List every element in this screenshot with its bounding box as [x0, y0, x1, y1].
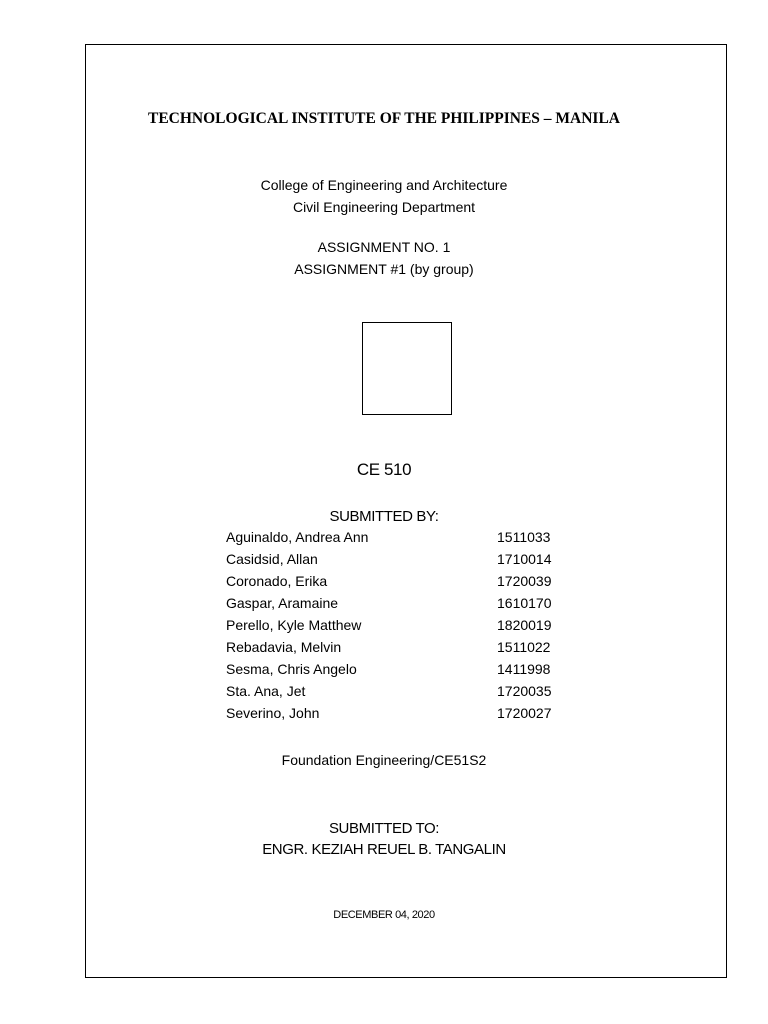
member-name: Coronado, Erika	[226, 573, 328, 589]
member-name: Rebadavia, Melvin	[226, 639, 342, 655]
member-row	[226, 528, 586, 550]
member-row	[226, 616, 586, 638]
logo-placeholder	[362, 322, 452, 415]
member-name: Sta. Ana, Jet	[226, 683, 306, 699]
member-row	[226, 638, 586, 660]
instructor-name: ENGR. KEZIAH REUEL B. TANGALIN	[262, 841, 506, 858]
college-name: College of Engineering and Architecture	[260, 177, 508, 193]
submission-date: DECEMBER 04, 2020	[333, 909, 435, 921]
member-name: Aguinaldo, Andrea Ann	[226, 529, 369, 545]
member-name: Gaspar, Aramaine	[226, 595, 339, 611]
member-row	[226, 550, 586, 572]
member-id: 1720035	[497, 683, 552, 699]
member-name: Severino, John	[226, 705, 320, 721]
institution-title: TECHNOLOGICAL INSTITUTE OF THE PHILIPPINES – MANILA	[148, 110, 620, 127]
member-id: 1710014	[497, 551, 552, 567]
member-row	[226, 594, 586, 616]
submitted-to-label: SUBMITTED TO:	[328, 820, 440, 837]
member-row	[226, 704, 586, 726]
department-name: Civil Engineering Department	[292, 199, 476, 215]
assignment-number: ASSIGNMENT NO. 1	[317, 239, 451, 255]
member-id: 1720039	[497, 573, 552, 589]
member-id: 1511033	[497, 529, 551, 545]
member-name: Sesma, Chris Angelo	[226, 661, 357, 677]
member-row	[226, 682, 586, 704]
member-row	[226, 572, 586, 594]
member-id: 1511022	[497, 639, 551, 655]
course-code: CE 510	[356, 460, 412, 479]
member-row	[226, 660, 586, 682]
member-list	[226, 528, 586, 726]
subject-name: Foundation Engineering/CE51S2	[281, 752, 487, 768]
member-name: Casidsid, Allan	[226, 551, 318, 567]
member-id: 1820019	[497, 617, 552, 633]
member-id: 1610170	[497, 595, 552, 611]
assignment-title: ASSIGNMENT #1 (by group)	[294, 261, 474, 277]
submitted-by-label: SUBMITTED BY:	[329, 508, 439, 525]
member-id: 1411998	[497, 661, 551, 677]
member-name: Perello, Kyle Matthew	[226, 617, 362, 633]
member-id: 1720027	[497, 705, 552, 721]
